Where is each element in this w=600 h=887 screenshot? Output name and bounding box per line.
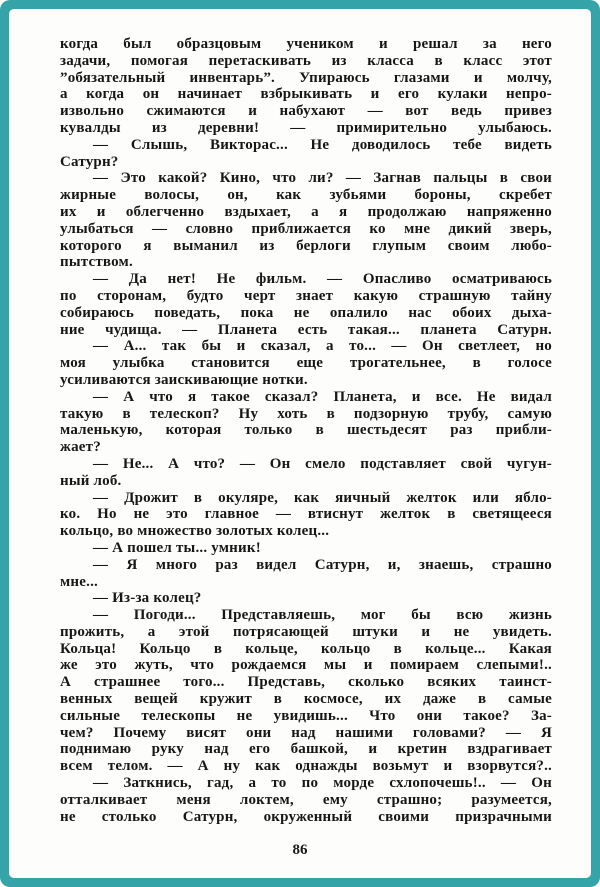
text-line: мне... bbox=[60, 573, 98, 590]
text-line: венных вещей кружит в космосе, их даже в самые bbox=[60, 691, 552, 708]
text-line: когда был образцовым учеником и решал за него bbox=[60, 36, 552, 52]
text-line: отталкивает меня локтем, ему страшно; разумеется, bbox=[60, 791, 552, 808]
text-line: улыбаться — словно приближается ко мне дикий зверь, bbox=[60, 220, 552, 237]
book-page bbox=[9, 9, 591, 878]
text-line: кувалды из деревни! — примирительно улыбаюсь. bbox=[60, 119, 552, 136]
text-line: чем? Почему висят они над нашими головами? — Я bbox=[60, 724, 552, 741]
text-line: пытством. bbox=[60, 254, 133, 271]
text-line: — Да нет! Не фильм. — Опасливо осматриваюсь bbox=[93, 271, 552, 288]
text-line: моя улыбка становится еще трогательнее, в голосе bbox=[60, 355, 552, 372]
text-line: — А что я такое сказал? Планета, и все. Не видал bbox=[93, 388, 552, 405]
text-line: ный лоб. bbox=[60, 472, 122, 489]
text-line: прожить, а этой потрясающей штуки и не увидеть. bbox=[60, 623, 552, 640]
text-line: — Слышь, Викторас... Не доводилось тебе видеть bbox=[93, 136, 552, 153]
text-line: — А пошел ты... умник! bbox=[93, 539, 261, 556]
text-line: — Из-за колец? bbox=[93, 590, 202, 607]
text-line: жает? bbox=[60, 439, 101, 456]
text-line: задачи, помогая перетаскивать из класса в класс этот bbox=[60, 52, 552, 69]
text-line: — Дрожит в окуляре, как яичный желток или ябло- bbox=[93, 489, 552, 506]
text-line: ко. Но не это главное — втиснут желток в светящееся bbox=[60, 506, 552, 523]
text-line: такую в телескоп? Ну хоть в подзорную трубу, самую bbox=[60, 405, 552, 422]
text-line: кольцо, во множество золотых колец... bbox=[60, 523, 330, 540]
text-line: сильные телескопы не увидишь... Что они такое? За- bbox=[60, 707, 552, 724]
text-line: по сторонам, будто черт знает какую страшную тайну bbox=[60, 287, 552, 304]
text-line: ”обязательный инвентарь”. Упираюсь глазами и молчу, bbox=[60, 69, 552, 86]
text-line: А страшнее того... Представь, сколько всяких таинст- bbox=[60, 674, 552, 691]
text-line: усиливаются заискивающие нотки. bbox=[60, 371, 308, 388]
text-line: — Заткнись, гад, а то по морде схлопочешь!.. — Он bbox=[93, 775, 552, 792]
text-line: — Не... А что? — Он смело подставляет свой чугун- bbox=[93, 455, 552, 472]
page-number: 86 bbox=[292, 842, 308, 858]
text-line: их и облегченно вздыхает, а я продолжаю напряженно bbox=[60, 203, 552, 220]
text-line: ние чудища. — Планета есть такая... планета Сатурн. bbox=[60, 321, 552, 338]
text-line: всем телом. — А ну как однажды возьмут и взорвутся?.. bbox=[60, 758, 552, 775]
text-line: не столько Сатурн, окруженный своими призрачными bbox=[60, 808, 552, 825]
text-line: же это жуть, что рождаемся мы и помираем слепыми!.. bbox=[60, 657, 552, 674]
text-block bbox=[60, 36, 552, 825]
text-line: собираюсь поведать, пока не опалило нас обоих дыха- bbox=[60, 304, 552, 321]
text-line: а когда он начинает взбрыкивать и его кулаки непро- bbox=[60, 86, 552, 103]
text-line: — Я много раз видел Сатурн, и, знаешь, страшно bbox=[93, 556, 552, 573]
text-line: которого я выманил из берлоги глупым своим любо- bbox=[60, 237, 552, 254]
text-line: жирные волосы, он, как зубьями бороны, скребет bbox=[60, 187, 552, 204]
text-line: Сатурн? bbox=[60, 153, 119, 170]
text-line: — Погоди... Представляешь, мог бы всю жизнь bbox=[93, 607, 552, 624]
text-line: Кольца! Кольцо в кольце, кольцо в кольце... Какая bbox=[60, 640, 552, 657]
text-line: — А... так бы и сказал, а то... — Он светлеет, но bbox=[93, 338, 552, 355]
text-line: — Это какой? Кино, что ли? — Загнав пальцы в свои bbox=[93, 170, 552, 187]
text-line: поднимаю руку над его башкой, и кретин вздрагивает bbox=[60, 741, 552, 758]
text-line: маленькую, которая только в шестьдесят раз прибли- bbox=[60, 422, 552, 439]
text-line: извольно сжимаются и набухают — вот ведь привез bbox=[60, 103, 552, 120]
